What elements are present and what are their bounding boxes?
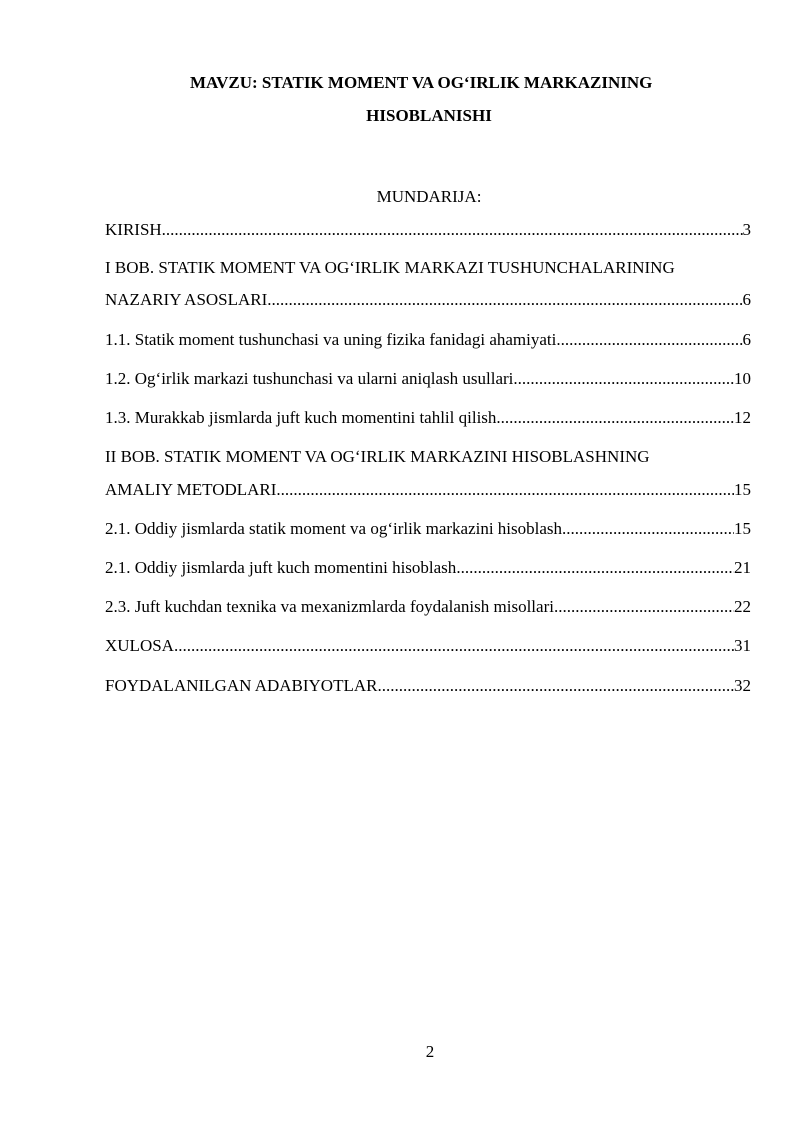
- toc-entry-page: 6: [742, 330, 751, 349]
- toc-entry-2-1[interactable]: [105, 518, 751, 540]
- toc-entry-2-3[interactable]: [105, 596, 751, 618]
- toc-entry-page: 12: [734, 408, 751, 427]
- toc-entry-1-1[interactable]: [105, 329, 751, 351]
- toc-entry-page: 15: [734, 480, 751, 499]
- toc-entry-label: XULOSA: [105, 636, 174, 655]
- toc-heading: MUNDARIJA:: [376, 187, 482, 206]
- toc-entry-2-1-b[interactable]: [105, 557, 751, 579]
- toc-entry-page: 22: [734, 597, 751, 616]
- toc-entry-page: 21: [734, 558, 751, 577]
- document-title-line-1: MAVZU: STATIK MOMENT VA OG‘IRLIK MARKAZINING: [190, 73, 653, 92]
- toc-leader-dots: [562, 518, 734, 540]
- toc-entry-page: 32: [734, 676, 751, 695]
- toc-entry-page: 3: [742, 220, 751, 239]
- toc-entry-label: 1.3. Murakkab jismlarda juft kuch momentini tahlil qilish: [105, 408, 497, 427]
- toc-leader-dots: [377, 675, 734, 697]
- toc-leader-dots: [496, 407, 734, 429]
- page-number: 2: [425, 1042, 435, 1061]
- toc-leader-dots: [174, 635, 734, 657]
- toc-leader-dots: [276, 479, 734, 501]
- toc-entry-page: 31: [734, 636, 751, 655]
- toc-leader-dots: [554, 596, 734, 618]
- toc-leader-dots: [513, 368, 734, 390]
- toc-entry-page: 15: [734, 519, 751, 538]
- toc-entry-chapter-1[interactable]: [105, 289, 751, 311]
- toc-entry-chapter-2-line-1[interactable]: II BOB. STATIK MOMENT VA OG‘IRLIK MARKAZINI HISOBLASHNING: [105, 447, 650, 466]
- toc-entry-1-2[interactable]: [105, 368, 751, 390]
- toc-entry-label: 2.1. Oddiy jismlarda juft kuch momentini hisoblash: [105, 558, 457, 577]
- toc-entry-label: 2.3. Juft kuchdan texnika va mexanizmlarda foydalanish misollari: [105, 597, 554, 616]
- toc-leader-dots: [162, 219, 743, 241]
- toc-entry-xulosa[interactable]: [105, 635, 751, 657]
- toc-entry-label: 1.2. Og‘irlik markazi tushunchasi va ularni aniqlash usullari: [105, 369, 514, 388]
- toc-leader-dots: [456, 557, 734, 579]
- toc-entry-kirish[interactable]: [105, 219, 751, 241]
- toc-leader-dots: [267, 289, 742, 311]
- toc-entry-chapter-1-line-1[interactable]: I BOB. STATIK MOMENT VA OG‘IRLIK MARKAZI TUSHUNCHALARINING: [105, 258, 675, 277]
- toc-entry-label: KIRISH: [105, 220, 162, 239]
- toc-entry-1-3[interactable]: [105, 407, 751, 429]
- toc-entry-label: 2.1. Oddiy jismlarda statik moment va og‘irlik markazini hisoblash: [105, 519, 563, 538]
- toc-entry-label: AMALIY METODLARI: [105, 480, 277, 499]
- toc-entry-references[interactable]: [105, 675, 751, 697]
- toc-entry-page: 10: [734, 369, 751, 388]
- toc-entry-label: NAZARIY ASOSLARI: [105, 290, 268, 309]
- toc-entry-chapter-2[interactable]: [105, 479, 751, 501]
- document-title-line-2: HISOBLANISHI: [366, 106, 492, 125]
- toc-entry-label: FOYDALANILGAN ADABIYOTLAR: [105, 676, 378, 695]
- toc-leader-dots: [556, 329, 742, 351]
- toc-entry-label: 1.1. Statik moment tushunchasi va uning fizika fanidagi ahamiyati: [105, 330, 557, 349]
- toc-entry-page: 6: [742, 290, 751, 309]
